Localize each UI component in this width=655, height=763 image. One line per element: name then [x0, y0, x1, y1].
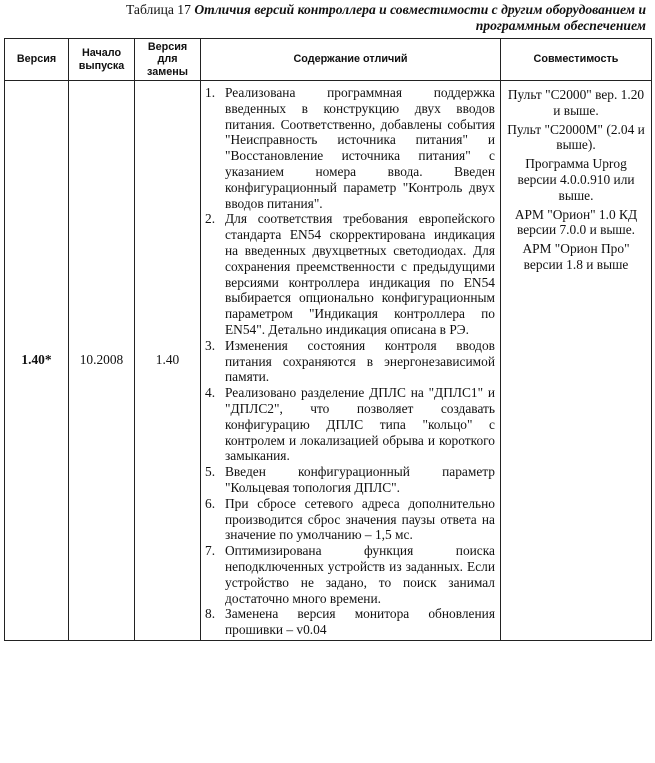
- list-item-number: 2.: [205, 211, 216, 227]
- cell-version: 1.40*: [5, 81, 69, 641]
- header-changes: Содержание отличий: [201, 39, 501, 81]
- list-item: [203, 211, 495, 337]
- list-item-number: 4.: [205, 385, 216, 401]
- list-item-text: Введен конфигурационный параметр "Кольцевая топология ДПЛС".: [225, 464, 495, 495]
- list-item-text: Оптимизирована функция поиска неподключенных устройств из заданных. Если устройство не задано, то поиск занимал достаточно много времени.: [225, 543, 495, 606]
- list-item: [203, 464, 495, 496]
- header-version: Версия: [5, 39, 69, 81]
- cell-release: 10.2008: [69, 81, 135, 641]
- caption-prefix: Таблица 17: [125, 2, 191, 17]
- cell-compatibility: [501, 81, 652, 641]
- list-item-text: Реализовано разделение ДПЛС на "ДПЛС1" и "ДПЛС2", что позволяет создавать конфигурацию ДПЛС типа "кольцо" с контролем и локализацией обрыва и короткого замыкания.: [225, 385, 495, 464]
- caption-title: Отличия версий контроллера и совместимости с другим оборудованием и программным обеспечением: [194, 2, 646, 33]
- compat-item-s2000m: Пульт "С2000М" (2.04 и выше).: [507, 121, 645, 153]
- list-item-text: Для соответствия требования европейского стандарта EN54 скорректирована индикация на введенных двухцветных светодиодах. Для сохранения преемственности с предыдущими версиями контроллера индикация по EN54 выбирается опционально конфигурационным параметром "Индикация контроллера по EN54". Детально индикация описана в РЭ.: [225, 211, 495, 337]
- list-item-text: Заменена версия монитора обновления прошивки – v0.04: [225, 606, 495, 638]
- list-item-number: 6.: [205, 495, 216, 511]
- versions-table: [4, 38, 652, 641]
- changes-list: [203, 85, 495, 638]
- list-item: [203, 385, 495, 464]
- compat-item-arm-orion: АРМ "Орион" 1.0 КД версии 7.0.0 и выше.: [514, 206, 638, 238]
- list-item-text: При сбросе сетевого адреса дополнительно производится сброс значения паузы ответа на значение по умолчанию – 1,5 мс.: [225, 495, 495, 543]
- compat-item-s2000: Пульт "С2000" вер. 1.20 и выше.: [507, 87, 645, 118]
- list-item: [203, 543, 495, 606]
- list-item-text: Изменения состояния контроля вводов питания сохраняются в энергонезависимой памяти.: [225, 337, 495, 385]
- list-item: [203, 606, 495, 638]
- list-item-number: 5.: [205, 464, 216, 480]
- list-item-number: 8.: [205, 606, 216, 622]
- list-item: [203, 338, 495, 385]
- compat-item-arm-orion-pro: АРМ "Орион Про" версии 1.8 и выше: [522, 241, 630, 272]
- list-item: [203, 496, 495, 543]
- list-item-number: 1.: [205, 85, 216, 100]
- list-item-number: 3.: [205, 337, 216, 353]
- cell-replacement: 1.40: [135, 81, 201, 641]
- header-compatibility: Совместимость: [501, 39, 652, 81]
- list-item: [203, 85, 495, 211]
- compat-item-uprog: Программа Uprog версии 4.0.0.910 или выше.: [517, 156, 635, 203]
- header-replacement: Версия для замены: [135, 39, 201, 81]
- cell-changes: [201, 81, 501, 641]
- header-row: [5, 39, 652, 81]
- list-item-number: 7.: [205, 543, 216, 559]
- table-caption: [86, 2, 646, 34]
- header-release: Начало выпуска: [69, 39, 135, 81]
- list-item-text: Реализована программная поддержка введенных в конструкцию двух вводов питания. Соответственно, добавлены события "Неисправность источника питания" и "Восстановление источника питания" с указанием номера ввода. Введен конфигурационный параметр "Контроль двух вводов питания".: [225, 85, 495, 211]
- table-row: [5, 81, 652, 641]
